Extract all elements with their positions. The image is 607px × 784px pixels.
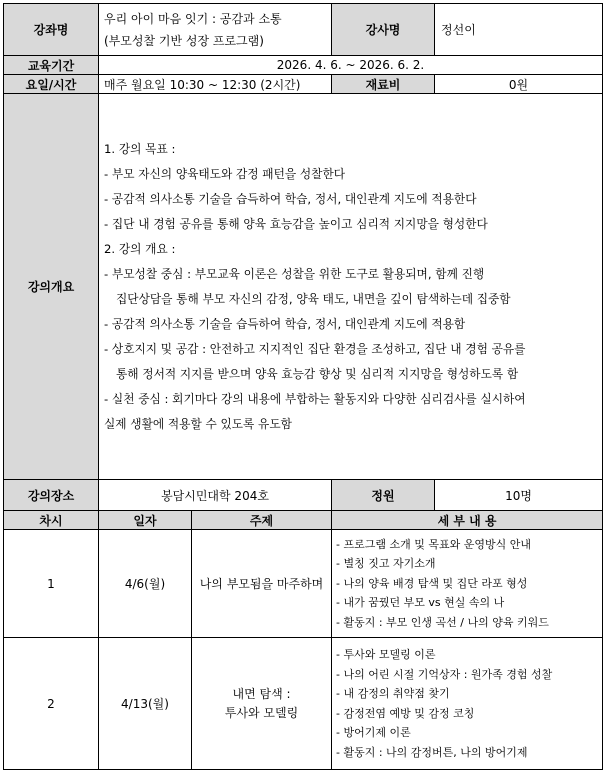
- session-num-header: 차시: [4, 511, 99, 530]
- goal-item: - 부모 자신의 양육태도와 감정 패턴을 성찰한다: [104, 166, 346, 181]
- instructor-label: 강사명: [332, 4, 435, 56]
- course-row: [4, 4, 603, 56]
- session-num: 1: [4, 530, 99, 638]
- session-date: 4/6(월): [99, 530, 192, 638]
- goal-title: 1. 강의 목표 :: [104, 141, 176, 156]
- schedule-label: 요일/시간: [4, 75, 99, 94]
- instructor-name: 정선이: [435, 4, 603, 56]
- detail-item: - 투사와 모델링 이론: [336, 648, 436, 661]
- detail-item: - 활동지 : 부모 인생 곡선 / 나의 양육 키워드: [336, 615, 549, 629]
- summary-item-cont: 통해 정서적 지지를 받으며 양육 효능감 향상 및 심리적 지지망을 형성하도록 함: [116, 366, 519, 381]
- session-topic: 나의 부모됨을 마주하며: [192, 530, 332, 638]
- session-date: 4/13(월): [99, 638, 192, 770]
- schedule-value: 매주 월요일 10:30 ~ 12:30 (2시간): [99, 75, 332, 94]
- session-details: [332, 638, 603, 770]
- summary-item: - 상호지지 및 공감 : 안전하고 지지적인 집단 환경을 조성하고, 집단 내 경험 공유를: [104, 341, 526, 356]
- summary-item: - 실천 중심 : 회기마다 강의 내용에 부합하는 활동지와 다양한 심리검사를 실시하여: [104, 391, 526, 406]
- session-topic-line1: 내면 탐색 :: [232, 686, 291, 701]
- schedule-row: [4, 75, 603, 94]
- overview-content: [99, 94, 603, 480]
- period-label: 교육기간: [4, 56, 99, 75]
- capacity-value: 10명: [435, 480, 603, 511]
- summary-item: - 공감적 의사소통 기술을 습득하여 학습, 정서, 대인관계 지도에 적용함: [104, 316, 466, 331]
- detail-item: - 내가 꿈꿨던 부모 vs 현실 속의 나: [336, 596, 505, 610]
- fee-label: 재료비: [332, 75, 435, 94]
- session-topic-header: 주제: [192, 511, 332, 530]
- course-plan-table: [3, 3, 603, 770]
- detail-item: - 방어기제 이론: [336, 726, 411, 739]
- course-name-line2: (부모성찰 기반 성장 프로그램): [104, 33, 264, 48]
- session-topic: [192, 638, 332, 770]
- venue-value: 봉담시민대학 204호: [99, 480, 332, 511]
- detail-item: - 내 감정의 취약점 찾기: [336, 687, 450, 700]
- session-topic-line2: 투사와 모델링: [224, 705, 299, 720]
- fee-value: 0원: [435, 75, 603, 94]
- overview-row: [4, 94, 603, 480]
- session-detail-header: 세 부 내 용: [332, 511, 603, 530]
- session-row-2: [4, 638, 603, 770]
- venue-label: 강의장소: [4, 480, 99, 511]
- detail-item: - 별칭 짓고 자기소개: [336, 557, 436, 571]
- session-date-header: 일자: [99, 511, 192, 530]
- summary-item-cont: 실제 생활에 적용할 수 있도록 유도함: [104, 416, 292, 431]
- detail-item: - 활동지 : 나의 감정버튼, 나의 방어기제: [336, 745, 528, 759]
- session-details: [332, 530, 603, 638]
- detail-item: - 나의 어린 시절 기억상자 : 원가족 경험 성찰: [336, 667, 553, 681]
- overview-label: 강의개요: [4, 94, 99, 480]
- summary-title: 2. 강의 개요 :: [104, 241, 176, 256]
- goal-item: - 집단 내 경험 공유를 통해 양육 효능감을 높이고 심리적 지지망을 형성한다: [104, 216, 488, 231]
- course-name-cell: [99, 4, 332, 56]
- detail-item: - 프로그램 소개 및 목표와 운영방식 안내: [336, 537, 531, 551]
- sessions-header-row: [4, 511, 603, 530]
- detail-item: - 감정전염 예방 및 감정 코칭: [336, 706, 475, 720]
- goal-item: - 공감적 의사소통 기술을 습득하여 학습, 정서, 대인관계 지도에 적용한다: [104, 191, 477, 206]
- capacity-label: 정원: [332, 480, 435, 511]
- course-name-label: 강좌명: [4, 4, 99, 56]
- period-value: 2026. 4. 6. ~ 2026. 6. 2.: [99, 56, 603, 75]
- summary-item: - 부모성찰 중심 : 부모교육 이론은 성찰을 위한 도구로 활용되며, 함께 진행: [104, 266, 485, 281]
- period-row: [4, 56, 603, 75]
- detail-item: - 나의 양육 배경 탐색 및 집단 라포 형성: [336, 576, 528, 590]
- session-num: 2: [4, 638, 99, 770]
- venue-row: [4, 480, 603, 511]
- summary-item-cont: 집단상담을 통해 부모 자신의 감정, 양육 태도, 내면을 깊이 탐색하는데 집중함: [116, 291, 511, 306]
- course-name-line1: 우리 아이 마음 잇기 : 공감과 소통: [104, 11, 282, 26]
- session-row-1: [4, 530, 603, 638]
